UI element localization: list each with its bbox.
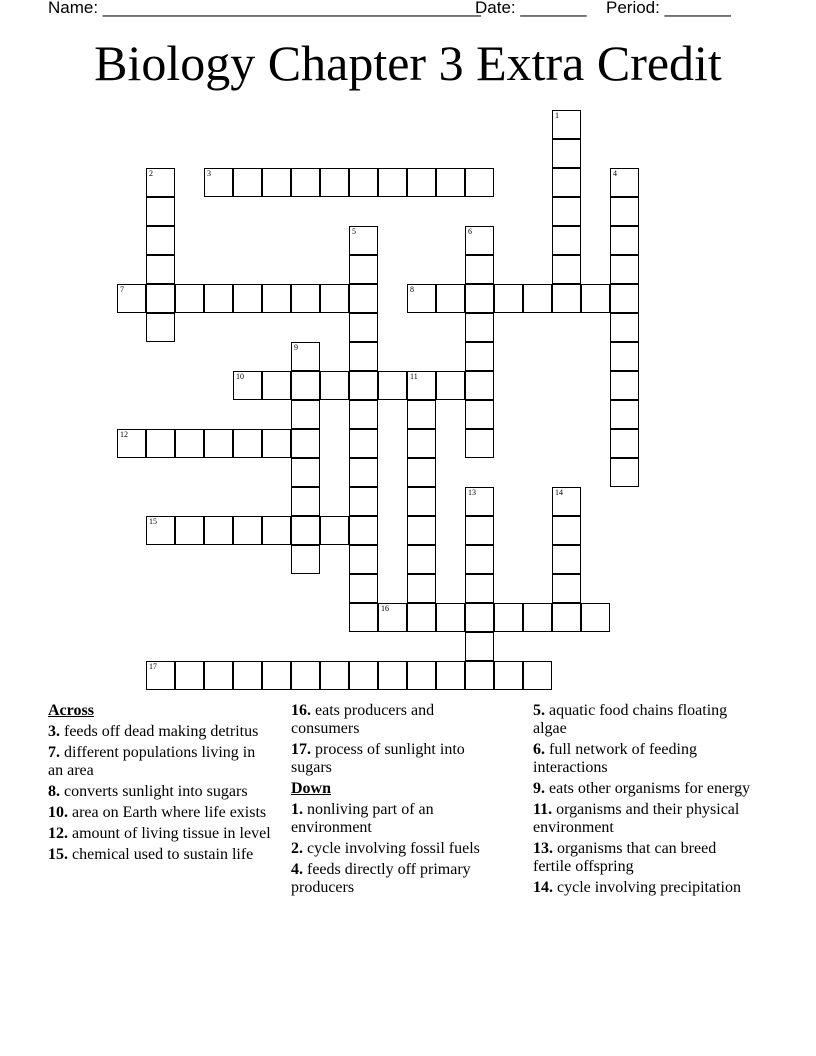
clue-item-number: 8. bbox=[48, 783, 60, 800]
crossword-cell[interactable] bbox=[291, 487, 320, 516]
crossword-cell[interactable] bbox=[610, 429, 639, 458]
clue-item bbox=[48, 783, 273, 801]
crossword-cell[interactable] bbox=[581, 603, 610, 632]
clue-column-3 bbox=[533, 702, 753, 900]
clue-item bbox=[533, 780, 753, 798]
clue-item-text: chemical used to sustain life bbox=[68, 846, 254, 863]
clue-item-number: 5. bbox=[533, 702, 545, 719]
clue-number: 9 bbox=[294, 343, 298, 352]
crossword-cell[interactable] bbox=[407, 603, 436, 632]
crossword-cell[interactable] bbox=[262, 284, 291, 313]
clue-number: 13 bbox=[468, 488, 476, 497]
clue-item-number: 15. bbox=[48, 846, 68, 863]
crossword-cell[interactable] bbox=[349, 603, 378, 632]
crossword-cell[interactable] bbox=[175, 429, 204, 458]
clue-item-number: 12. bbox=[48, 825, 68, 842]
crossword-cell[interactable] bbox=[349, 255, 378, 284]
clue-item-text: feeds off dead making detritus bbox=[60, 723, 259, 740]
clue-item-number: 4. bbox=[291, 861, 303, 878]
crossword-cell[interactable] bbox=[204, 661, 233, 690]
crossword-cell[interactable] bbox=[436, 168, 465, 197]
crossword-cell[interactable] bbox=[610, 255, 639, 284]
crossword-cell[interactable] bbox=[407, 574, 436, 603]
clue-item bbox=[291, 840, 506, 858]
clue-number: 4 bbox=[613, 169, 617, 178]
crossword-cell[interactable] bbox=[465, 516, 494, 545]
crossword-cell[interactable] bbox=[407, 168, 436, 197]
crossword-cell[interactable] bbox=[552, 139, 581, 168]
crossword-cell[interactable] bbox=[349, 429, 378, 458]
clue-item bbox=[533, 879, 753, 897]
crossword-cell[interactable] bbox=[233, 516, 262, 545]
crossword-cell[interactable] bbox=[465, 545, 494, 574]
down-clue-list-continued bbox=[533, 702, 753, 897]
crossword-cell[interactable] bbox=[465, 487, 494, 516]
clue-number: 6 bbox=[468, 227, 472, 236]
crossword-cell[interactable] bbox=[349, 487, 378, 516]
crossword-cell[interactable] bbox=[349, 313, 378, 342]
name-field[interactable]: Name: ________________________________________ bbox=[48, 0, 481, 17]
crossword-cell[interactable] bbox=[407, 371, 436, 400]
crossword-cell[interactable] bbox=[552, 574, 581, 603]
crossword-cell[interactable] bbox=[552, 516, 581, 545]
clue-item bbox=[533, 741, 753, 777]
crossword-cell[interactable] bbox=[291, 429, 320, 458]
crossword-cell[interactable] bbox=[552, 168, 581, 197]
crossword-cell[interactable] bbox=[291, 516, 320, 545]
crossword-cell[interactable] bbox=[407, 400, 436, 429]
clue-item-number: 3. bbox=[48, 723, 60, 740]
crossword-cell[interactable] bbox=[349, 168, 378, 197]
crossword-cell[interactable] bbox=[291, 371, 320, 400]
crossword-cell[interactable] bbox=[552, 284, 581, 313]
crossword-cell[interactable] bbox=[320, 168, 349, 197]
crossword-cell[interactable] bbox=[175, 661, 204, 690]
crossword-cell[interactable] bbox=[349, 545, 378, 574]
crossword-cell[interactable] bbox=[407, 284, 436, 313]
clue-item bbox=[291, 741, 506, 777]
crossword-cell[interactable] bbox=[320, 284, 349, 313]
crossword-cell[interactable] bbox=[233, 371, 262, 400]
crossword-cell[interactable] bbox=[262, 429, 291, 458]
crossword-cell[interactable] bbox=[146, 168, 175, 197]
clue-item-number: 14. bbox=[533, 879, 553, 896]
crossword-cell[interactable] bbox=[494, 661, 523, 690]
crossword-cell[interactable] bbox=[146, 255, 175, 284]
crossword-cell[interactable] bbox=[291, 400, 320, 429]
crossword-cell[interactable] bbox=[552, 255, 581, 284]
clue-item bbox=[533, 702, 753, 738]
crossword-cell[interactable] bbox=[349, 516, 378, 545]
crossword-cell[interactable] bbox=[465, 632, 494, 661]
crossword-cell[interactable] bbox=[291, 342, 320, 371]
clue-number: 15 bbox=[149, 517, 157, 526]
crossword-cell[interactable] bbox=[465, 371, 494, 400]
clue-number: 8 bbox=[410, 285, 414, 294]
crossword-cell[interactable] bbox=[146, 197, 175, 226]
clue-item bbox=[291, 801, 506, 837]
clue-item-text: aquatic food chains floating algae bbox=[533, 702, 728, 737]
clue-item-number: 6. bbox=[533, 741, 545, 758]
crossword-cell[interactable] bbox=[494, 603, 523, 632]
clue-number: 11 bbox=[410, 372, 418, 381]
clue-item bbox=[48, 846, 273, 864]
crossword-cell[interactable] bbox=[552, 545, 581, 574]
crossword-cell[interactable] bbox=[552, 487, 581, 516]
crossword-cell[interactable] bbox=[204, 516, 233, 545]
crossword-cell[interactable] bbox=[146, 313, 175, 342]
crossword-cell[interactable] bbox=[204, 429, 233, 458]
crossword-cell[interactable] bbox=[610, 197, 639, 226]
crossword-cell[interactable] bbox=[465, 226, 494, 255]
clue-item-text: process of sunlight into sugars bbox=[291, 741, 465, 776]
clue-number: 16 bbox=[381, 604, 389, 613]
crossword-cell[interactable] bbox=[204, 284, 233, 313]
clue-item-number: 9. bbox=[533, 780, 545, 797]
crossword-cell[interactable] bbox=[146, 516, 175, 545]
clue-number: 5 bbox=[352, 227, 356, 236]
clue-number: 10 bbox=[236, 372, 244, 381]
crossword-cell[interactable] bbox=[349, 342, 378, 371]
crossword-cell[interactable] bbox=[552, 110, 581, 139]
crossword-cell[interactable] bbox=[146, 284, 175, 313]
clue-item-text: full network of feeding interactions bbox=[533, 741, 697, 776]
clue-item-text: nonliving part of an environment bbox=[291, 801, 434, 836]
clue-item-text: amount of living tissue in level bbox=[68, 825, 271, 842]
clue-number: 14 bbox=[555, 488, 563, 497]
clue-item-number: 11. bbox=[533, 801, 553, 818]
crossword-cell[interactable] bbox=[320, 371, 349, 400]
crossword-cell[interactable] bbox=[233, 429, 262, 458]
clue-column-2 bbox=[291, 702, 506, 900]
clue-item-number: 13. bbox=[533, 840, 553, 857]
crossword-cell[interactable] bbox=[233, 661, 262, 690]
crossword-cell[interactable] bbox=[436, 603, 465, 632]
crossword-cell[interactable] bbox=[552, 603, 581, 632]
crossword-cell[interactable] bbox=[349, 458, 378, 487]
clue-item bbox=[533, 840, 753, 876]
clue-item-text: organisms that can breed fertile offspring bbox=[533, 840, 717, 875]
clue-number: 7 bbox=[120, 285, 124, 294]
crossword-cell[interactable] bbox=[378, 661, 407, 690]
clue-item-text: different populations living in an area bbox=[48, 744, 256, 779]
clue-number: 3 bbox=[207, 169, 211, 178]
clue-item-text: organisms and their physical environment bbox=[533, 801, 740, 836]
clue-item bbox=[48, 744, 273, 780]
clue-item-text: converts sunlight into sugars bbox=[60, 783, 248, 800]
clue-item bbox=[533, 801, 753, 837]
crossword-cell[interactable] bbox=[349, 574, 378, 603]
crossword-cell[interactable] bbox=[465, 255, 494, 284]
crossword-cell[interactable] bbox=[320, 516, 349, 545]
crossword-cell[interactable] bbox=[233, 168, 262, 197]
crossword-cell[interactable] bbox=[610, 313, 639, 342]
across-clue-list-continued bbox=[291, 702, 506, 777]
clue-item-number: 1. bbox=[291, 801, 303, 818]
crossword-cell[interactable] bbox=[378, 603, 407, 632]
crossword-cell[interactable] bbox=[262, 661, 291, 690]
crossword-cell[interactable] bbox=[117, 429, 146, 458]
date-field[interactable]: Date: _______ bbox=[475, 0, 587, 17]
clue-number: 1 bbox=[555, 111, 559, 120]
crossword-cell[interactable] bbox=[349, 661, 378, 690]
crossword-cell[interactable] bbox=[552, 226, 581, 255]
crossword-cell[interactable] bbox=[610, 342, 639, 371]
crossword-cell[interactable] bbox=[523, 603, 552, 632]
crossword-cell[interactable] bbox=[262, 371, 291, 400]
crossword-cell[interactable] bbox=[378, 371, 407, 400]
crossword-cell[interactable] bbox=[407, 487, 436, 516]
clue-item-text: feeds directly off primary producers bbox=[291, 861, 471, 896]
crossword-cell[interactable] bbox=[233, 284, 262, 313]
crossword-cell[interactable] bbox=[291, 458, 320, 487]
crossword-cell[interactable] bbox=[407, 661, 436, 690]
clue-item bbox=[48, 825, 273, 843]
crossword-cell[interactable] bbox=[465, 313, 494, 342]
crossword-cell[interactable] bbox=[610, 458, 639, 487]
crossword-cell[interactable] bbox=[465, 574, 494, 603]
clue-item-text: eats producers and consumers bbox=[291, 702, 435, 737]
crossword-cell[interactable] bbox=[465, 661, 494, 690]
crossword-cell[interactable] bbox=[204, 168, 233, 197]
crossword-cell[interactable] bbox=[610, 226, 639, 255]
crossword-cell[interactable] bbox=[610, 371, 639, 400]
crossword-cell[interactable] bbox=[523, 284, 552, 313]
crossword-cell[interactable] bbox=[349, 400, 378, 429]
crossword-cell[interactable] bbox=[320, 661, 349, 690]
crossword-cell[interactable] bbox=[407, 458, 436, 487]
crossword-cell[interactable] bbox=[146, 226, 175, 255]
crossword-cell[interactable] bbox=[291, 545, 320, 574]
crossword-cell[interactable] bbox=[175, 516, 204, 545]
crossword-cell[interactable] bbox=[436, 284, 465, 313]
clue-item-text: cycle involving fossil fuels bbox=[303, 840, 480, 857]
clue-item bbox=[291, 861, 506, 897]
crossword-cell[interactable] bbox=[465, 168, 494, 197]
clue-item-text: cycle involving precipitation bbox=[553, 879, 741, 896]
clue-number: 12 bbox=[120, 430, 128, 439]
crossword-cell[interactable] bbox=[552, 197, 581, 226]
crossword-cell[interactable] bbox=[465, 429, 494, 458]
clue-item bbox=[291, 702, 506, 738]
clue-item-number: 10. bbox=[48, 804, 68, 821]
crossword-cell[interactable] bbox=[523, 661, 552, 690]
crossword-cell[interactable] bbox=[407, 516, 436, 545]
crossword-cell[interactable] bbox=[436, 371, 465, 400]
down-heading: Down bbox=[291, 780, 332, 797]
crossword-cell[interactable] bbox=[407, 429, 436, 458]
clue-item bbox=[48, 723, 273, 741]
clue-item-text: area on Earth where life exists bbox=[68, 804, 267, 821]
clue-item-number: 7. bbox=[48, 744, 60, 761]
clue-item-number: 2. bbox=[291, 840, 303, 857]
clue-number: 17 bbox=[149, 662, 157, 671]
crossword-cell[interactable] bbox=[291, 284, 320, 313]
crossword-cell[interactable] bbox=[610, 284, 639, 313]
crossword-cell[interactable] bbox=[349, 226, 378, 255]
clue-item-number: 16. bbox=[291, 702, 311, 719]
crossword-cell[interactable] bbox=[117, 284, 146, 313]
crossword-cell[interactable] bbox=[349, 284, 378, 313]
crossword-cell[interactable] bbox=[407, 545, 436, 574]
clue-column-1 bbox=[48, 702, 273, 867]
crossword-cell[interactable] bbox=[349, 371, 378, 400]
crossword-cell[interactable] bbox=[378, 168, 407, 197]
crossword-cell[interactable] bbox=[494, 284, 523, 313]
crossword-cell[interactable] bbox=[610, 168, 639, 197]
page-title: Biology Chapter 3 Extra Credit bbox=[94, 35, 722, 91]
crossword-cell[interactable] bbox=[610, 400, 639, 429]
crossword-cell[interactable] bbox=[146, 661, 175, 690]
period-field[interactable]: Period: _______ bbox=[606, 0, 731, 17]
across-heading: Across bbox=[48, 702, 94, 719]
crossword-cell[interactable] bbox=[175, 284, 204, 313]
crossword-cell[interactable] bbox=[465, 400, 494, 429]
crossword-cell[interactable] bbox=[436, 661, 465, 690]
clue-item-text: eats other organisms for energy bbox=[545, 780, 751, 797]
crossword-cell[interactable] bbox=[262, 168, 291, 197]
crossword-cell[interactable] bbox=[146, 429, 175, 458]
crossword-cell[interactable] bbox=[465, 284, 494, 313]
clue-item-number: 17. bbox=[291, 741, 311, 758]
across-clue-list bbox=[48, 723, 273, 864]
crossword-cell[interactable] bbox=[291, 661, 320, 690]
down-clue-list bbox=[291, 801, 506, 897]
clue-number: 2 bbox=[149, 169, 153, 178]
crossword-cell[interactable] bbox=[262, 516, 291, 545]
crossword-cell[interactable] bbox=[465, 342, 494, 371]
clue-item bbox=[48, 804, 273, 822]
crossword-cell[interactable] bbox=[465, 603, 494, 632]
crossword-cell[interactable] bbox=[581, 284, 610, 313]
crossword-cell[interactable] bbox=[291, 168, 320, 197]
